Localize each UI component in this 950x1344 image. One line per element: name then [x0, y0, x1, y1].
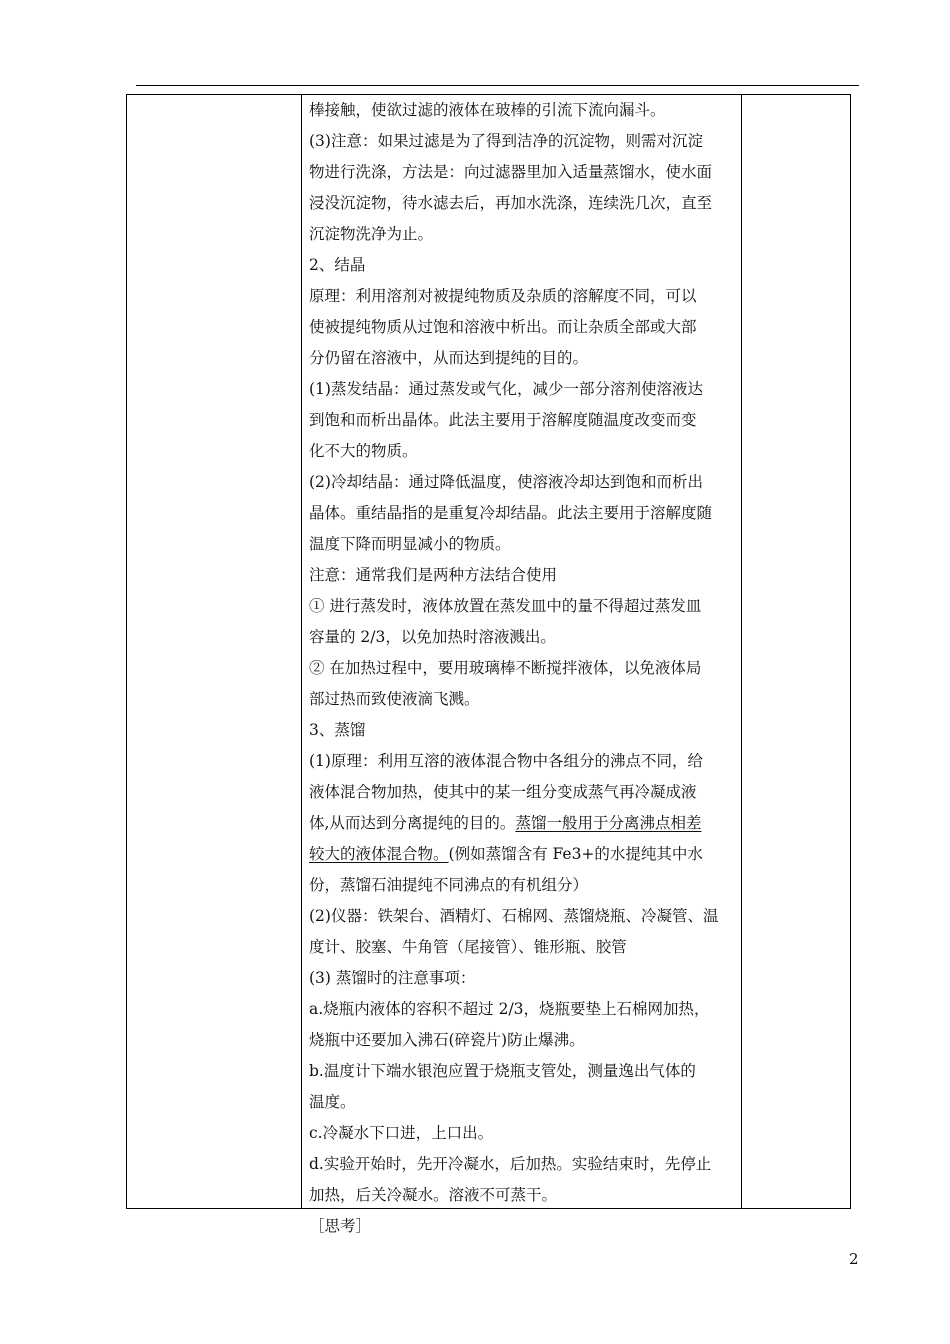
page-number: 2 [849, 1250, 859, 1268]
text-line: 使被提纯物质从过饱和溶液中析出。而让杂质全部或大部 [309, 318, 697, 336]
text-line: ① 进行蒸发时，液体放置在蒸发皿中的量不得超过蒸发皿 [309, 597, 702, 615]
underlined-text: 较大的液体混合物。 [309, 845, 449, 863]
text-segment: 体,从而达到分离提纯的目的。 [309, 814, 516, 832]
section-heading: 3、蒸馏 [309, 721, 366, 739]
text-line: 到饱和而析出晶体。此法主要用于溶解度随温度改变而变 [309, 411, 697, 429]
text-line: 化不大的物质。 [309, 442, 418, 460]
text-segment: (例如蒸馏含有 Fe3+的水提纯其中水 [448, 845, 703, 863]
text-line: 温度下降而明显减小的物质。 [309, 535, 511, 553]
text-line: 温度。 [309, 1093, 356, 1111]
text-line: 容量的 2/3，以免加热时溶液溅出。 [309, 628, 556, 646]
text-line: 棒接触，使欲过滤的液体在玻棒的引流下流向漏斗。 [309, 101, 666, 119]
text-line [309, 808, 739, 839]
text-line [309, 839, 739, 870]
text-line: 原理：利用溶剂对被提纯物质及杂质的溶解度不同，可以 [309, 287, 697, 305]
header-rule [136, 85, 859, 86]
text-line: c.冷凝水下口进，上口出。 [309, 1124, 494, 1142]
text-line: 晶体。重结晶指的是重复冷却结晶。此法主要用于溶解度随 [309, 504, 713, 522]
text-line: 物进行洗涤，方法是：向过滤器里加入适量蒸馏水，使水面 [309, 163, 713, 181]
text-line: (3)注意：如果过滤是为了得到洁净的沉淀物，则需对沉淀 [309, 132, 703, 150]
text-line: (3) 蒸馏时的注意事项： [309, 969, 476, 987]
text-line: a.烧瓶内液体的容积不超过 2/3，烧瓶要垫上石棉网加热， [309, 1000, 710, 1018]
section-heading: 2、结晶 [309, 256, 366, 274]
text-line: (2)仪器：铁架台、酒精灯、石棉网、蒸馏烧瓶、冷凝管、温 [309, 907, 719, 925]
text-line: (1)蒸发结晶：通过蒸发或气化，减少一部分溶剂使溶液达 [309, 380, 703, 398]
text-line: ［思考］ [309, 1217, 372, 1235]
text-line: d.实验开始时，先开冷凝水，后加热。实验结束时，先停止 [309, 1155, 712, 1173]
text-line: 部过热而致使液滴飞溅。 [309, 690, 480, 708]
table-column-divider-left [301, 95, 302, 1208]
table-column-divider-right [741, 95, 742, 1208]
text-line: 份，蒸馏石油提纯不同沸点的有机组分） [309, 876, 589, 894]
text-line: (2)冷却结晶：通过降低温度，使溶液冷却达到饱和而析出 [309, 473, 703, 491]
text-line: 加热，后关冷凝水。溶液不可蒸干。 [309, 1186, 558, 1204]
underlined-text: 蒸馏一般用于分离沸点相差 [515, 814, 702, 832]
text-line: ② 在加热过程中，要用玻璃棒不断搅拌液体，以免液体局 [309, 659, 702, 677]
text-line: (1)原理：利用互溶的液体混合物中各组分的沸点不同，给 [309, 752, 703, 770]
text-line: 浸没沉淀物，待水滤去后，再加水洗涤，连续洗几次，直至 [309, 194, 713, 212]
table-main-cell-text [309, 95, 739, 1242]
text-line: 度计、胶塞、牛角管（尾接管）、锥形瓶、胶管 [309, 938, 627, 956]
text-line: 分仍留在溶液中，从而达到提纯的目的。 [309, 349, 589, 367]
text-line: 液体混合物加热，使其中的某一组分变成蒸气再冷凝成液 [309, 783, 697, 801]
text-line: 注意：通常我们是两种方法结合使用 [309, 566, 558, 584]
text-line: 沉淀物洗净为止。 [309, 225, 434, 243]
text-line: b.温度计下端水银泡应置于烧瓶支管处，测量逸出气体的 [309, 1062, 696, 1080]
text-line: 烧瓶中还要加入沸石(碎瓷片)防止爆沸。 [309, 1031, 585, 1049]
